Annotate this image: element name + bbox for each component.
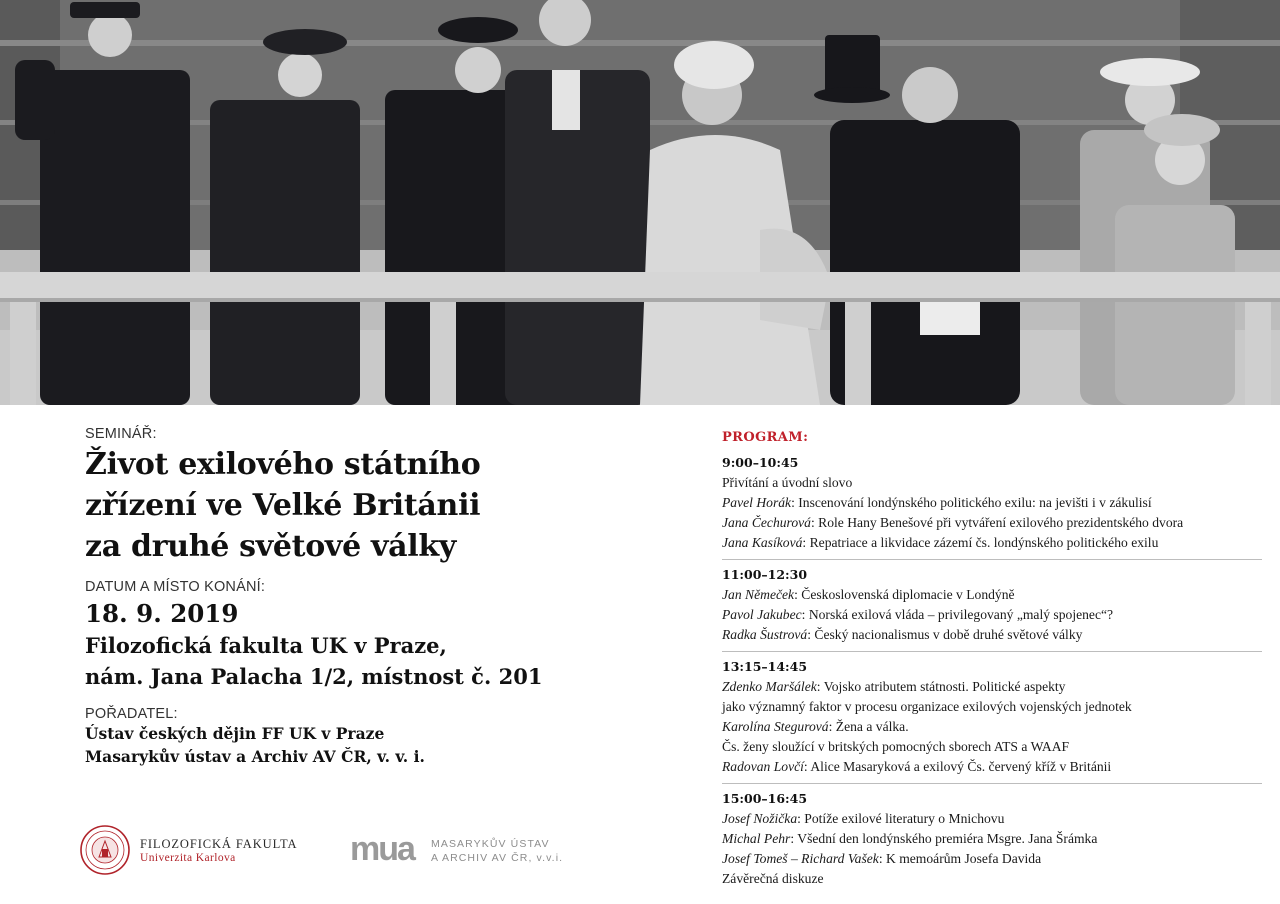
mua-logo — [350, 826, 570, 876]
talk-speaker: Radka Šustrová — [722, 627, 808, 642]
talk-item — [722, 809, 1262, 829]
talk-item — [722, 513, 1262, 533]
organizer-item: Ústav českých dějin FF UK v Praze — [85, 724, 385, 743]
block-time: 15:00–16:45 — [722, 791, 808, 806]
talk-item — [722, 473, 1262, 493]
talk-title: : Žena a válka. — [828, 719, 909, 734]
block-time: 13:15–14:45 — [722, 659, 808, 674]
talk-title: : Inscenování londýnského politického exilu: na jevišti i v zákulisí — [791, 495, 1152, 510]
talk-title: : Role Hany Benešové při vytváření exilového prezidentského dvora — [810, 515, 1184, 530]
talk-item — [722, 605, 1262, 625]
seminar-title — [85, 444, 685, 567]
program-block — [722, 565, 1262, 652]
place-line: nám. Jana Palacha 1/2, místnost č. 201 — [85, 664, 543, 689]
talk-speaker: Josef Nožička — [722, 811, 798, 826]
event-date: 18. 9. 2019 — [85, 599, 239, 628]
program-blocks — [722, 453, 1262, 895]
title-line: za druhé světové války — [85, 529, 456, 564]
program-block — [722, 789, 1262, 895]
ff-name: FILOZOFICKÁ FAKULTA — [140, 837, 298, 851]
block-time: 9:00–10:45 — [722, 455, 799, 470]
talk-item — [722, 677, 1262, 697]
talk-item — [722, 697, 1262, 717]
talk-item — [722, 757, 1262, 777]
talk-item — [722, 585, 1262, 605]
organizers — [85, 722, 685, 768]
mua-line1: MASARYKŮV ÚSTAV — [431, 838, 550, 850]
talk-item — [722, 737, 1262, 757]
talk-title: : Všední den londýnského premiéra Msgre. Jana Šrámka — [790, 831, 1098, 846]
talk-title: : Repatriace a likvidace zázemí čs. londýnského politického exilu — [802, 535, 1159, 550]
talk-item — [722, 849, 1262, 869]
mua-logo-mark — [350, 830, 424, 866]
talk-title: : Alice Masaryková a exilový Čs. červený kříž v Británii — [803, 759, 1112, 774]
talk-title: : Norská exilová vláda – privilegovaný „malý spojenec“? — [801, 607, 1114, 622]
header-photo — [0, 0, 1280, 405]
talk-title: : Potíže exilové literatury o Mnichovu — [797, 811, 1005, 826]
talk-title: : Československá diplomacie v Londýně — [794, 587, 1015, 602]
ff-uk-logo — [79, 824, 309, 876]
title-line: Život exilového státního — [85, 447, 481, 482]
photo-illustration — [0, 0, 1280, 405]
mua-line2: A ARCHIV AV ČR, v.v.i. — [431, 852, 564, 864]
organizer-label: POŘADATEL: — [85, 706, 178, 722]
talk-title: : Český nacionalismus v době druhé světové války — [807, 627, 1083, 642]
talk-speaker: Michal Pehr — [722, 831, 791, 846]
seminar-label: SEMINÁŘ: — [85, 426, 157, 442]
talk-item — [722, 533, 1262, 553]
talk-item — [722, 717, 1262, 737]
talk-item — [722, 625, 1262, 645]
program-heading: PROGRAM: — [722, 430, 809, 445]
talk-speaker: Zdenko Maršálek — [722, 679, 817, 694]
university-seal-icon — [79, 824, 131, 876]
talk-speaker: Pavol Jakubec — [722, 607, 802, 622]
organizer-item: Masarykův ústav a Archiv AV ČR, v. v. i. — [85, 747, 425, 766]
talk-speaker: Jana Čechurová — [722, 515, 811, 530]
talk-title: jako významný faktor v procesu organizace exilových vojenských jednotek — [722, 699, 1132, 714]
talk-speaker: Pavel Horák — [722, 495, 792, 510]
title-line: zřízení ve Velké Británii — [85, 488, 481, 523]
program-block — [722, 657, 1262, 784]
talk-title: Závěrečná diskuze — [722, 871, 824, 886]
talk-title: : K memoárům Josefa Davida — [878, 851, 1042, 866]
date-place-label: DATUM A MÍSTO KONÁNÍ: — [85, 579, 266, 595]
talk-item — [722, 493, 1262, 513]
place-line: Filozofická fakulta UK v Praze, — [85, 633, 447, 658]
talk-speaker: Radovan Lovčí — [722, 759, 804, 774]
talk-item — [722, 869, 1262, 889]
talk-title: Přivítání a úvodní slovo — [722, 475, 853, 490]
program — [722, 430, 1262, 900]
ff-university: Univerzita Karlova — [140, 852, 236, 864]
talk-title: Čs. ženy sloužící v britských pomocných sborech ATS a WAAF — [722, 739, 1070, 754]
mua-mark-text: mua — [350, 830, 414, 866]
talk-speaker: Karolína Stegurová — [722, 719, 829, 734]
talk-item — [722, 829, 1262, 849]
talk-title: : Vojsko atributem státnosti. Politické aspekty — [816, 679, 1066, 694]
program-block — [722, 453, 1262, 560]
talk-speaker: Jana Kasíková — [722, 535, 803, 550]
event-place — [85, 630, 685, 692]
talk-speaker: Jan Němeček — [722, 587, 795, 602]
event-info — [85, 426, 685, 768]
block-time: 11:00–12:30 — [722, 567, 808, 582]
talk-speaker: Josef Tomeš – Richard Vašek — [722, 851, 879, 866]
